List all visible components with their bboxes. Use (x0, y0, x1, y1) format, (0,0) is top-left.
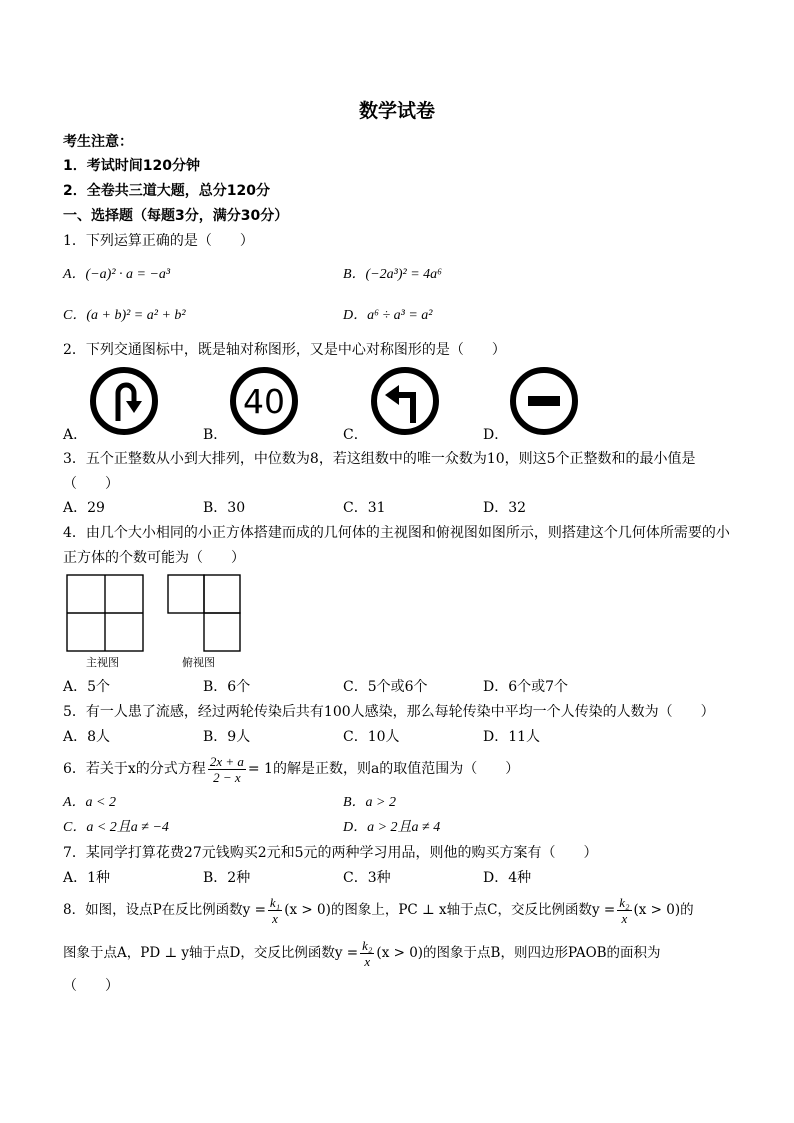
q8-k2: k₂ (619, 895, 630, 910)
q4-stem-line1: 4．由几个大小相同的小正方体搭建而成的几何体的主视图和俯视图如图所示，则搭建这个几何体所需要的小 (63, 525, 730, 541)
q6-fraction-num: 2x + a (209, 753, 244, 769)
q8-fraction-k1 (268, 895, 282, 926)
q6-option-a: A．a < 2 (63, 795, 116, 810)
q7-option-b: B．2种 (203, 870, 251, 886)
q1-stem: 1．下列运算正确的是（ ） (63, 233, 254, 249)
sign-no-entry-icon (508, 365, 580, 437)
q5-option-c: C．10人 (343, 729, 400, 745)
q7-stem: 7．某同学打算花费27元钱购买2元和5元的两种学习用品，则他的购买方案有（ ） (63, 845, 598, 861)
q8-line2-post: (x > 0)的图象于点B，则四边形PAOB的面积为 (376, 945, 661, 961)
q8-line1-pre: 8．如图，设点P在反比例函数y = (63, 902, 266, 918)
q5-option-d: D．11人 (483, 729, 541, 745)
q8-line1-post: (x > 0)的 (633, 902, 694, 918)
q8-k1: k₁ (269, 895, 281, 910)
q2-label-a: A． (63, 427, 88, 443)
q2-label-d: D． (483, 427, 509, 443)
q5-stem: 5．有一人患了流感，经过两轮传染后共有100人感染，那么每轮传染中平均一个人传染的人数为（ ） (63, 704, 715, 720)
q8-x3: x (364, 954, 371, 969)
q3-option-b: B．30 (203, 500, 246, 516)
q8-line1 (63, 893, 694, 927)
q6-fraction (208, 754, 246, 785)
q8-fraction-k3 (360, 938, 374, 969)
q3-stem-line2: （ ） (63, 476, 119, 492)
q4-option-c: C．5个或6个 (343, 679, 428, 695)
q4-option-b: B．6个 (203, 679, 251, 695)
q6-stem-post: = 1的解是正数，则a的取值范围为（ ） (247, 761, 520, 777)
q4-stem-line2: 正方体的个数可能为（ ） (63, 550, 245, 566)
q5-option-b: B．9人 (203, 729, 251, 745)
q8-fraction-k2 (617, 895, 631, 926)
q6-stem-pre: 6．若关于x的分式方程 (63, 761, 206, 777)
q1-option-c: C．(a + b)² = a² + b² (63, 308, 186, 323)
q8-line2 (63, 936, 661, 970)
top-view-label: 俯视图 (182, 656, 215, 669)
q3-option-d: D．32 (483, 500, 527, 516)
q6-stem (63, 752, 519, 786)
q2-label-c: C． (343, 427, 368, 443)
notes-heading: 考生注意： (63, 134, 133, 150)
q1-option-b: B．(−2a³)² = 4a⁶ (343, 267, 443, 282)
q8-x2: x (621, 911, 628, 926)
q8-line2-pre: 图象于点A，PD ⊥ y轴于点D，交反比例函数y = (63, 945, 359, 961)
page-title: 数学试卷 (358, 100, 435, 122)
q7-option-c: C．3种 (343, 870, 391, 886)
q1-option-d: D．a⁶ ÷ a³ = a² (343, 308, 433, 323)
front-view-grid (67, 575, 143, 651)
section-heading: 一、选择题（每题3分，满分30分） (63, 208, 289, 224)
top-view-grid (168, 575, 240, 651)
q6-option-b: B．a > 2 (343, 795, 396, 810)
q4-option-a: A．5个 (63, 679, 111, 695)
q2-label-b: B． (203, 427, 228, 443)
q8-line1-mid: (x > 0)的图象上，PC ⊥ x轴于点C，交反比例函数y = (284, 902, 616, 918)
q3-stem-line1: 3．五个正整数从小到大排列，中位数为8，若这组数中的唯一众数为10，则这5个正整数和的最小值是 (63, 451, 696, 467)
sign-speed-limit-text: 40 (243, 382, 285, 421)
q1-option-a: A．(−a)² · a = −a³ (63, 267, 171, 282)
q6-fraction-den: 2 − x (213, 769, 241, 785)
q7-option-a: A．1种 (63, 870, 111, 886)
q6-option-d: D．a > 2且a ≠ 4 (343, 820, 441, 835)
q4-option-d: D．6个或7个 (483, 679, 569, 695)
q8-x1: x (272, 911, 278, 926)
q8-line3: （ ） (63, 978, 119, 994)
sign-speed-limit-icon (228, 365, 300, 437)
note-item-2: 2．全卷共三道大题，总分120分 (63, 183, 270, 199)
q5-option-a: A．8人 (63, 729, 111, 745)
q8-k3: k₂ (362, 938, 373, 953)
q3-option-a: A．29 (63, 500, 105, 516)
q6-option-c: C．a < 2且a ≠ −4 (63, 820, 169, 835)
front-view-label: 主视图 (86, 656, 119, 669)
q7-option-d: D．4种 (483, 870, 532, 886)
sign-u-turn-icon (88, 365, 160, 437)
q4-views-figure (64, 572, 254, 672)
note-item-1: 1．考试时间120分钟 (63, 158, 200, 174)
sign-left-turn-icon (369, 365, 441, 437)
q2-stem: 2．下列交通图标中，既是轴对称图形，又是中心对称图形的是（ ） (63, 342, 506, 358)
q3-option-c: C．31 (343, 500, 386, 516)
